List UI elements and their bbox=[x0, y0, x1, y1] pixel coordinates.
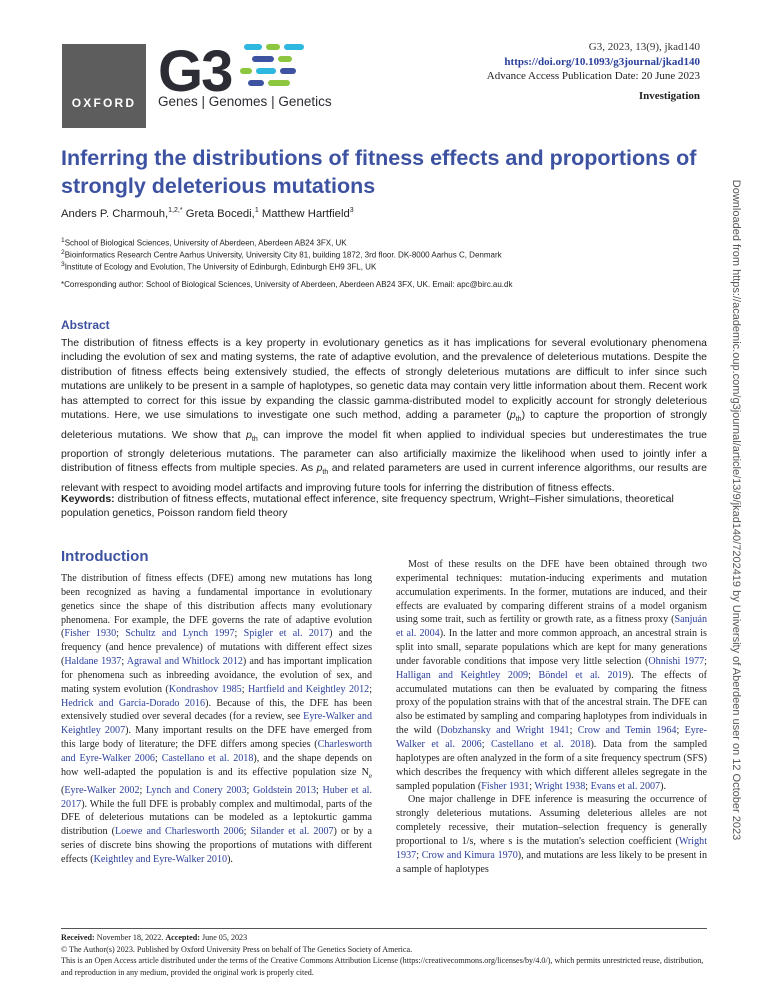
copyright: © The Author(s) 2023. Published by Oxford University Press on behalf of The Genetics Society of America. bbox=[61, 944, 413, 954]
citation-link[interactable]: Evans et al. 2007 bbox=[590, 780, 661, 792]
author: Anders P. Charmouh, bbox=[61, 207, 169, 220]
citation-link[interactable]: Crow and Kimura 1970 bbox=[421, 849, 518, 861]
citation-link[interactable]: Böndel et al. 2019 bbox=[538, 669, 628, 681]
license: This is an Open Access article distributed under the terms of the Creative Commons Attribution License (https://creativecommons.org/licenses/by/4.0/), which permits unrestricted reuse, distribution, and reproduction in any medium, provided the original work is properly cited. bbox=[61, 956, 704, 977]
article-meta bbox=[487, 40, 700, 103]
citation-link[interactable]: Crow and Temin 1964 bbox=[577, 725, 677, 737]
logo-dashes bbox=[240, 44, 306, 88]
abstract-heading: Abstract bbox=[61, 318, 110, 332]
citation-link[interactable]: Schultz and Lynch 1997 bbox=[125, 628, 235, 640]
affiliation: $^1$School of Biological Sciences, University of Aberdeen, Aberdeen AB24 3FX, UK bbox=[61, 237, 347, 248]
citation-link[interactable]: Haldane 1937 bbox=[64, 656, 122, 668]
doi-link[interactable]: https://doi.org/10.1093/g3journal/jkad140 bbox=[504, 55, 700, 68]
publisher-name: OXFORD bbox=[71, 96, 137, 110]
journal-logo: G3 bbox=[158, 39, 232, 104]
citation-link[interactable]: Silander et al. 2007 bbox=[250, 826, 334, 838]
author-list bbox=[61, 207, 354, 220]
advance-access: Advance Access Publication Date: 20 June 2023 bbox=[486, 70, 700, 82]
download-watermark: Downloaded from https://academic.oup.com/g3journal/article/13/9/jkad140/7202419 by University of Aberdeen user on 12 October 2023 bbox=[730, 179, 742, 841]
author-affil-sup: 3 bbox=[349, 207, 354, 214]
affiliation: $^2$Bioinformatics Research Centre Aarhus University, University City 81, building 1872, 3rd floor. DK-8000 Aarhus C, Denmark bbox=[61, 249, 502, 260]
citation-link[interactable]: Eyre-Walker and Keightley 2007 bbox=[61, 711, 373, 737]
citation-link[interactable]: Fisher 1930 bbox=[64, 628, 117, 640]
citation-link[interactable]: Lynch and Conery 2003 bbox=[145, 784, 247, 796]
citation-link[interactable]: Keightley and Eyre-Walker 2010 bbox=[93, 853, 228, 865]
citation-link[interactable]: Sanjuán et al. 2004 bbox=[396, 614, 707, 640]
citation-link[interactable]: Eyre-Walker 2002 bbox=[64, 784, 140, 796]
citation-link[interactable]: Goldstein 2013 bbox=[252, 784, 317, 796]
citation-link[interactable]: Castellano et al. 2018 bbox=[161, 752, 254, 764]
author: Matthew Hartfield bbox=[258, 207, 350, 220]
citation-link[interactable]: Halligan and Keightley 2009 bbox=[396, 669, 529, 681]
corresponding-marker: * bbox=[179, 207, 183, 214]
citation: G3, 2023, 13(9), jkad140 bbox=[588, 41, 700, 53]
citation-link[interactable]: Agrawal and Whitlock 2012 bbox=[126, 656, 243, 668]
citation-link[interactable]: Castellano et al. 2018 bbox=[491, 738, 591, 750]
citation-link[interactable]: Charlesworth and Eyre-Walker 2006 bbox=[61, 739, 372, 764]
keywords-label: Keywords: bbox=[61, 493, 115, 505]
journal-tagline: Genes | Genomes | Genetics bbox=[158, 94, 332, 109]
section-heading-introduction: Introduction bbox=[61, 548, 149, 565]
citation-link[interactable]: Loewe and Charlesworth 2006 bbox=[114, 826, 244, 838]
citation-link[interactable]: Eyre-Walker et al. 2006 bbox=[396, 725, 708, 750]
body-column-left: The distribution of fitness effects (DFE) among new mutations has long been recognized as having a fundamental importance in evolutionary genetics since the shape of this distribution affects many evolutionary phenomena. For example, the DFE governs the rate of adaptive evolution (Fisher 1930; Schultz and Lynch 1997; Spigler et al. 2017) and the frequency (and hence prevalence) of mutations with different effect sizes (Haldane 1937; Agrawal and Whitlock 2012) and has important implication for phenomena such as inbreeding avoidance, the evolution of sex, and mating system evolution (Kondrashov 1985; Hartfield and Keightley 2012; Hedrick and Garcia-Dorado 2016). Because of this, the DFE has been extensively studied over several decades (for a review, see Eyre-Walker and Keightley 2007). Many important results on the DFE have emerged from this large body of literature; the DFE differs among species (Charlesworth and Eyre-Walker 2006; Castellano et al. 2018), and the shape depends on how well-adapted the population is and its effective population size $N_e$ (Eyre-Walker 2002; Lynch and Conery 2003; Goldstein 2013; Huber et al. 2017). While the full DFE is probably complex and multimodal, parts of the DFE of deleterious mutations can be modeled as a leptokurtic gamma distribution (Loewe and Charlesworth 2006; Silander et al. 2007) or by a series of discrete bins showing the proportions of mutations with different effects (Keightley and Eyre-Walker 2010). bbox=[61, 573, 373, 865]
citation-link[interactable]: Spigler et al. 2017 bbox=[243, 628, 330, 640]
citation-link[interactable]: Hartfield and Keightley 2012 bbox=[247, 683, 370, 695]
citation-link[interactable]: Ohnishi 1977 bbox=[648, 655, 705, 667]
citation-link[interactable]: Fisher 1931 bbox=[481, 780, 530, 792]
citation-link[interactable]: Huber et al. 2017 bbox=[61, 784, 373, 810]
citation-link[interactable]: Wright 1937 bbox=[396, 835, 707, 861]
abstract-text: The distribution of fitness effects is a key property in evolutionary genetics as it has implications for several evolutionary phenomena including the evolution of sex and mating systems, the rate of adaptive evolution, and the prevalence of deleterious mutations. Despite the distribution of fitness effects being extensively studied, the effects of strongly deleterious mutations are difficult to infer since such mutations are unlikely to be present in a sample of haplotypes, so genetic data may contain very little information about them. Recent work has attempted to correct for this issue by expanding the classic gamma-distributed model to explicitly account for strongly deleterious mutations. Here, we use simulations to investigate one such method, adding a parameter $(p_{th})$ to capture the proportion of strongly deleterious mutations. We show that $p_{th}$ can improve the model fit when applied to individual species but underestimates the true proportion of strongly deleterious mutations. The parameter can also artificially maximize the likelihood when used to jointly infer a distribution of fitness effects from multiple species. As $p_{th}$ and related parameters are used in current inference algorithms, our results are relevant with respect to avoiding model artifacts and improving future tools for inferring the distribution of fitness effects. bbox=[61, 337, 708, 494]
article-category: Investigation bbox=[638, 89, 700, 102]
footer-divider bbox=[61, 928, 707, 929]
author-affil-sup: 1 bbox=[254, 207, 259, 214]
article-title: Inferring the distributions of fitness effects and proportions of strongly deleterious mutations bbox=[61, 146, 697, 198]
corresponding-author: *Corresponding author: School of Biological Sciences, University of Aberdeen, Aberdeen AB24 3FX, UK. Email: apc@birc.au.dk bbox=[61, 280, 513, 289]
oxford-logo bbox=[62, 44, 146, 128]
footer: Received: November 18, 2022. Accepted: June 05, 2023 © The Author(s) 2023. Published by Oxford University Press on behalf of The Genetics Society of America. This is an Open Access article distributed under the terms of the Creative Commons Attribution License (https://creativecommons.org/licenses/by/4.0/), which permits unrestricted reuse, distribution, and reproduction in any medium, provided the original work is properly cited. bbox=[61, 932, 707, 978]
keywords: Keywords: distribution of fitness effects, mutational effect inference, site frequency spectrum, Wright–Fisher simulations, theoretical population genetics, Poisson random field theory bbox=[61, 493, 674, 520]
author-affil-sup: 1,2, bbox=[168, 207, 180, 214]
body-column-right: Most of these results on the DFE have been obtained through two experimental techniques: mutation-inducing experiments and mutation accumulation experiments. In the former, mutations are induced, and their effects are evaluated by comparing different strains of a model organism using some trait, such as fertility or growth rate, as a fitness proxy (Sanjuán et al. 2004). In the latter and more common approach, an ancestral strain is split into small, separate populations which are kept for many generations under favorable conditions that impose very little selection (Ohnishi 1977; Halligan and Keightley 2009; Böndel et al. 2019). The effects of accumulated mutations can then be evaluated by comparing the fitness proxy of the population strains with that of the ancestral strain. The DFE can also be estimated by sampling and comparing haplotypes from individuals in the wild (Dobzhansky and Wright 1941; Crow and Temin 1964; Eyre-Walker et al. 2006; Castellano et al. 2018). Data from the sampled haplotypes are often analyzed in the form of a site frequency spectrum (SFS) which describes the frequency with which different alleles segregate in the sampled population (Fisher 1931; Wright 1938; Evans et al. 2007). One major challenge in DFE inference is measuring the occurrence of strongly deleterious mutations. Assuming deleterious alleles are not completely recessive, their mutation–selection frequency is generally proportional to 1/s, where s is the mutation's selection coefficient (Wright 1937; Crow and Kimura 1970), and mutations are less likely to be present in a sample of haplotypes bbox=[396, 559, 708, 875]
citation-link[interactable]: Dobzhansky and Wright 1941 bbox=[440, 725, 570, 737]
citation-link[interactable]: Hedrick and Garcia-Dorado 2016 bbox=[61, 697, 206, 709]
affiliation: $^3$Institute of Ecology and Evolution, The University of Edinburgh, Edinburgh EH9 3FL, UK bbox=[61, 261, 377, 272]
author: Greta Bocedi, bbox=[182, 207, 255, 220]
citation-link[interactable]: Kondrashov 1985 bbox=[168, 683, 242, 695]
citation-link[interactable]: Wright 1938 bbox=[534, 780, 586, 792]
